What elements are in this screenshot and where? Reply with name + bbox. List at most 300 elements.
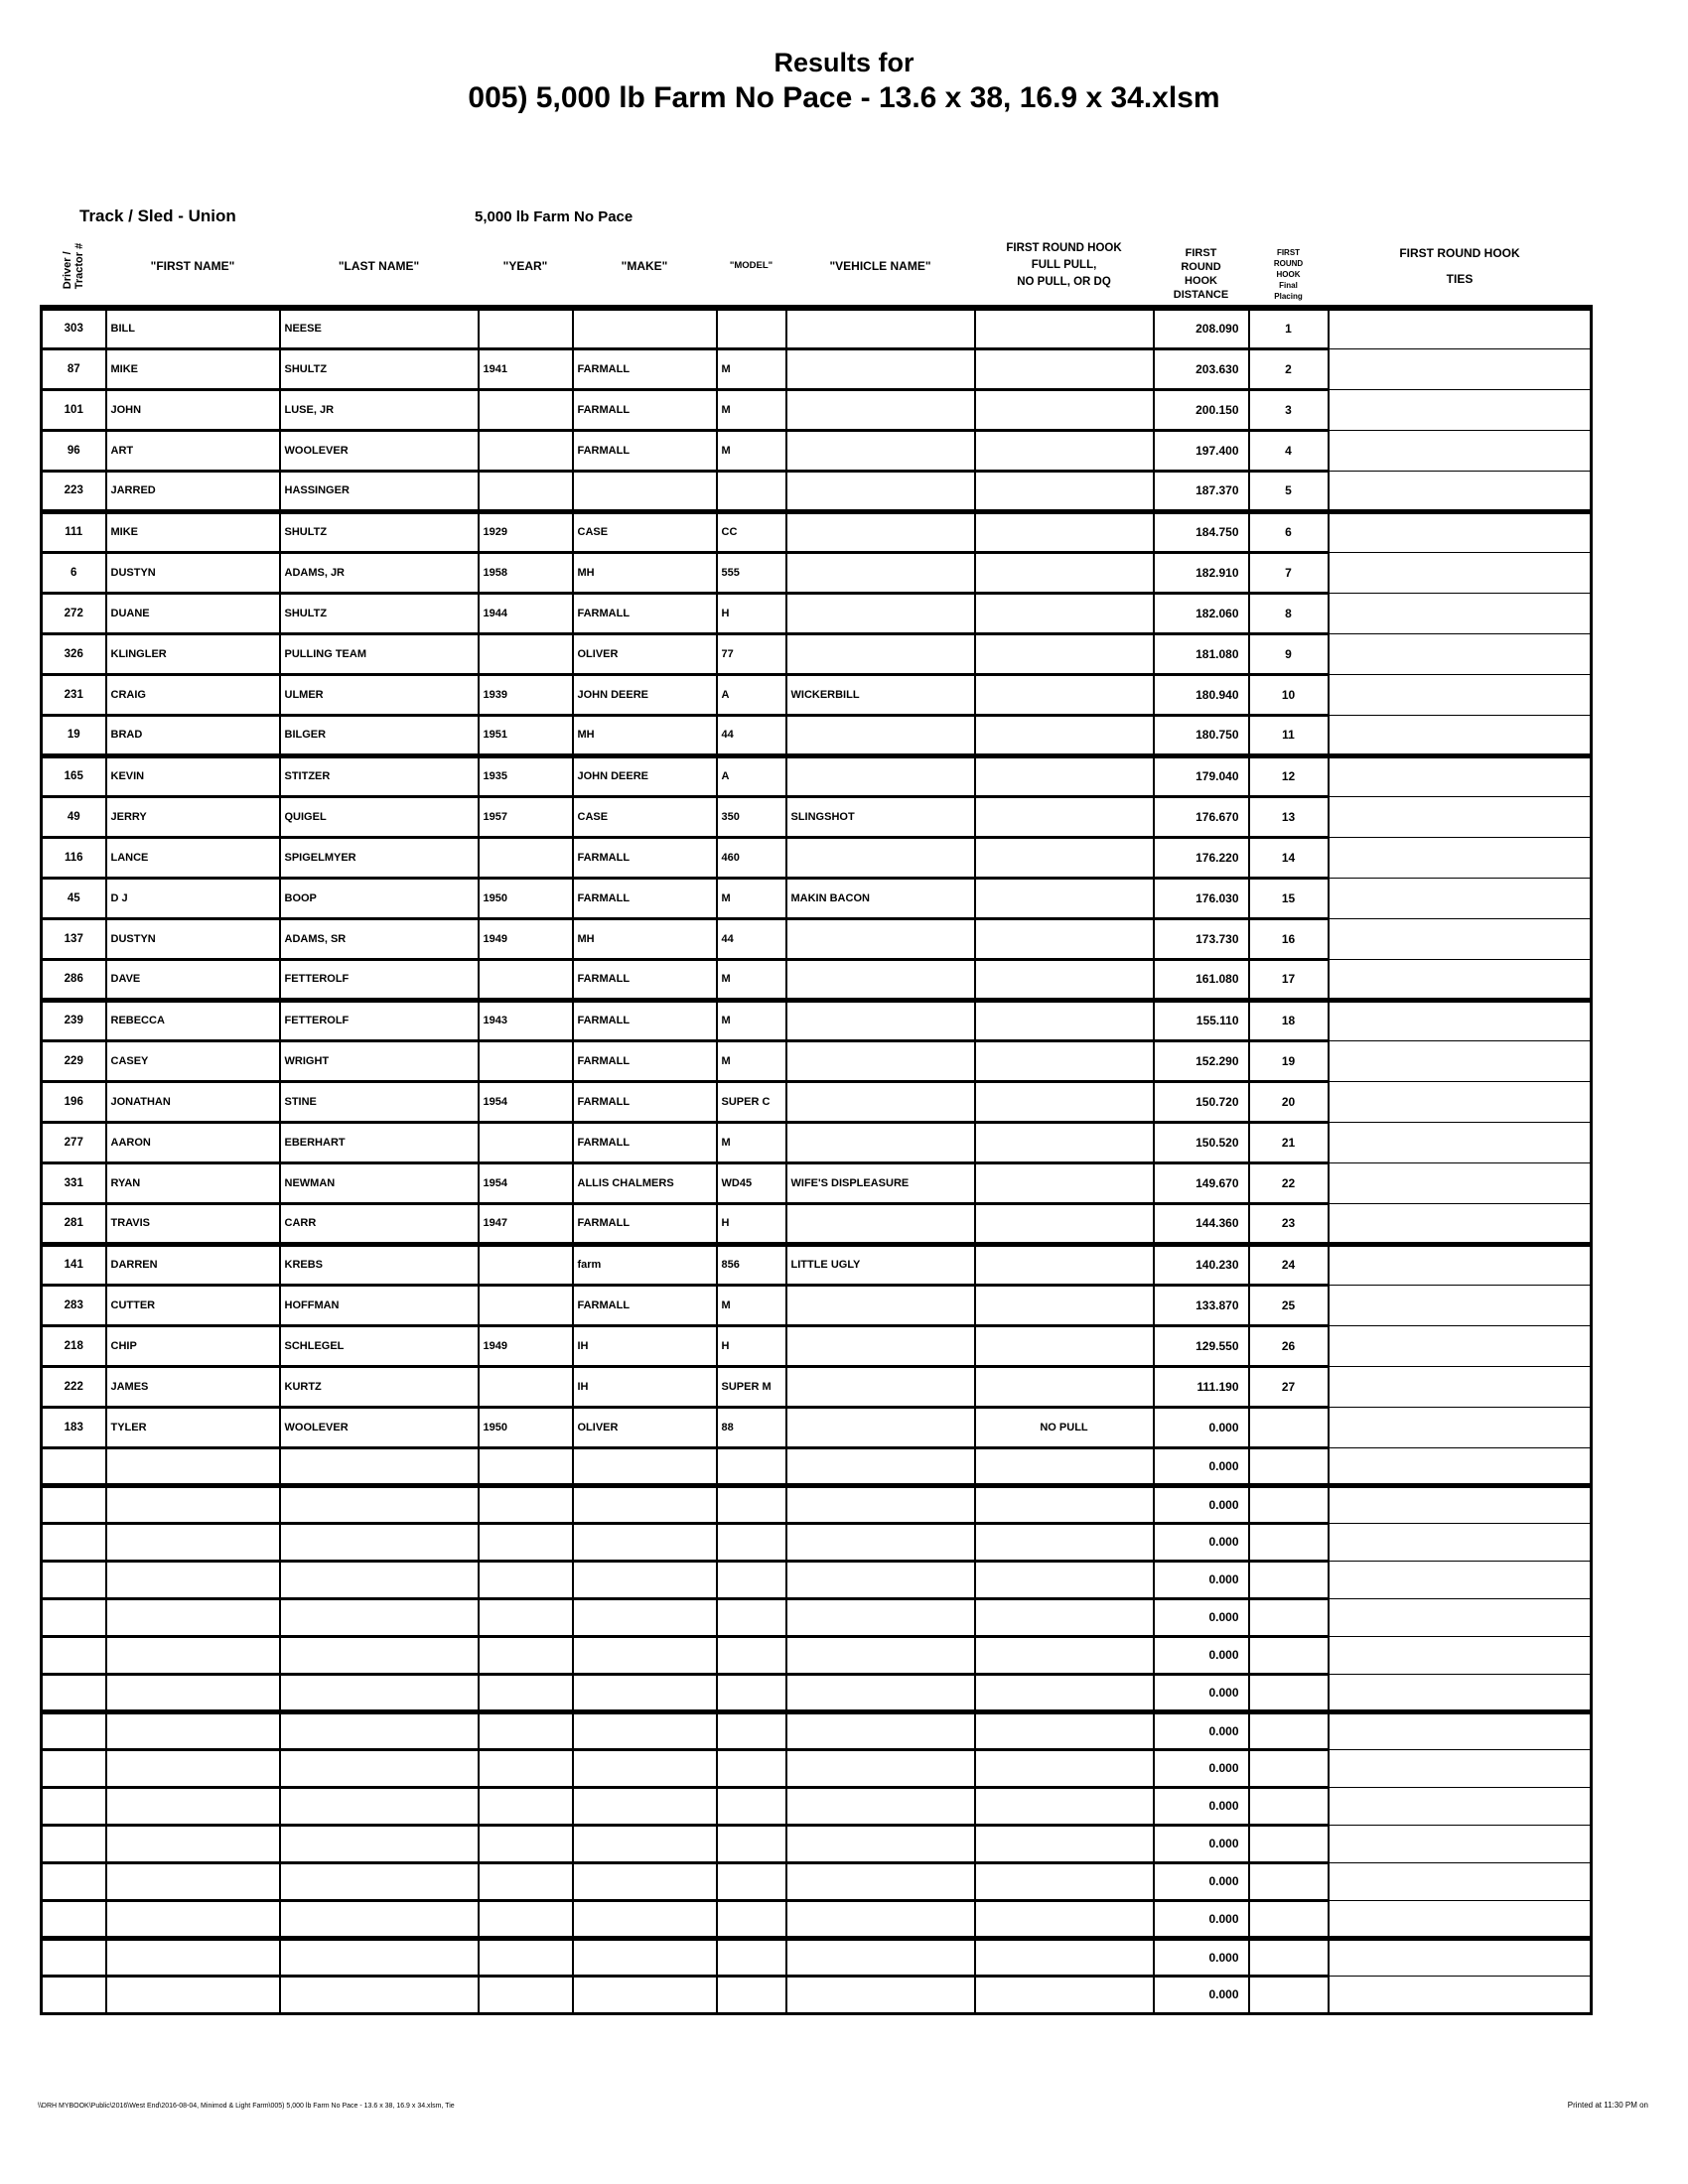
- cell-model: M: [717, 389, 786, 430]
- cell-first: JAMES: [106, 1366, 280, 1407]
- cell-make: CASE: [573, 511, 717, 552]
- cell-year: [479, 1749, 573, 1787]
- table-row: [42, 674, 1592, 715]
- cell-vehicle: [786, 1862, 975, 1900]
- cell-last: ADAMS, SR: [280, 918, 479, 959]
- cell-make: [573, 1749, 717, 1787]
- results-table: [40, 226, 1593, 2015]
- cell-last: [280, 1787, 479, 1825]
- col-header-final-placing: FIRST ROUND HOOK Final Placing: [1249, 226, 1329, 308]
- cell-year: [479, 389, 573, 430]
- cell-vehicle: [786, 1976, 975, 2013]
- cell-ties: [1329, 1366, 1592, 1407]
- cell-last: NEWMAN: [280, 1162, 479, 1203]
- cell-placing: [1249, 1485, 1329, 1523]
- cell-last: [280, 1862, 479, 1900]
- cell-ties: [1329, 1636, 1592, 1674]
- cell-year: 1944: [479, 593, 573, 633]
- cell-last: [280, 1447, 479, 1485]
- cell-make: FARMALL: [573, 430, 717, 471]
- cell-first: [106, 1447, 280, 1485]
- cell-last: KURTZ: [280, 1366, 479, 1407]
- footer-file-path: \\DRH MYBOOK\Public\2016\West End\2016-08-04, Minimod & Light Farm\005) 5,000 lb Farm No Pace - 13.6 x 38, 16.9 x 34.xlsm, Tie: [38, 2103, 455, 2110]
- cell-ties: [1329, 918, 1592, 959]
- cell-ties: [1329, 1244, 1592, 1285]
- table-row: [42, 837, 1592, 878]
- cell-last: ULMER: [280, 674, 479, 715]
- cell-last: [280, 1523, 479, 1561]
- cell-make: farm: [573, 1244, 717, 1285]
- cell-placing: [1249, 1787, 1329, 1825]
- cell-vehicle: [786, 308, 975, 348]
- cell-model: [717, 1862, 786, 1900]
- cell-model: [717, 1485, 786, 1523]
- table-row: [42, 796, 1592, 837]
- cell-vehicle: LITTLE UGLY: [786, 1244, 975, 1285]
- cell-vehicle: [786, 1561, 975, 1598]
- cell-ties: [1329, 1749, 1592, 1787]
- cell-result: [975, 1825, 1154, 1862]
- cell-result: [975, 1561, 1154, 1598]
- cell-result: [975, 1122, 1154, 1162]
- cell-tractor: 303: [42, 308, 106, 348]
- cell-placing: 19: [1249, 1040, 1329, 1081]
- cell-year: [479, 633, 573, 674]
- cell-distance: 187.370: [1154, 471, 1249, 511]
- cell-result: [975, 1081, 1154, 1122]
- cell-vehicle: [786, 1285, 975, 1325]
- cell-last: EBERHART: [280, 1122, 479, 1162]
- cell-tractor: [42, 1900, 106, 1938]
- cell-result: [975, 755, 1154, 796]
- cell-model: WD45: [717, 1162, 786, 1203]
- cell-tractor: 141: [42, 1244, 106, 1285]
- col-header-model: "MODEL": [717, 226, 786, 308]
- cell-tractor: 231: [42, 674, 106, 715]
- cell-first: ART: [106, 430, 280, 471]
- cell-distance: 208.090: [1154, 308, 1249, 348]
- table-row: [42, 1203, 1592, 1244]
- cell-last: WRIGHT: [280, 1040, 479, 1081]
- cell-result: [975, 796, 1154, 837]
- cell-tractor: 326: [42, 633, 106, 674]
- cell-result: [975, 1674, 1154, 1711]
- table-row: [42, 1285, 1592, 1325]
- cell-vehicle: [786, 430, 975, 471]
- cell-first: CASEY: [106, 1040, 280, 1081]
- cell-placing: 4: [1249, 430, 1329, 471]
- track-sled-label: Track / Sled - Union: [79, 206, 236, 225]
- cell-distance: 176.220: [1154, 837, 1249, 878]
- cell-make: FARMALL: [573, 1081, 717, 1122]
- cell-vehicle: [786, 1325, 975, 1366]
- cell-distance: 176.030: [1154, 878, 1249, 918]
- cell-distance: 0.000: [1154, 1407, 1249, 1447]
- cell-last: SHULTZ: [280, 593, 479, 633]
- cell-year: [479, 1040, 573, 1081]
- cell-ties: [1329, 1000, 1592, 1040]
- cell-first: [106, 1749, 280, 1787]
- table-row: [42, 1674, 1592, 1711]
- cell-ties: [1329, 755, 1592, 796]
- cell-placing: [1249, 1749, 1329, 1787]
- cell-first: [106, 1938, 280, 1976]
- cell-ties: [1329, 1938, 1592, 1976]
- cell-last: SHULTZ: [280, 348, 479, 389]
- cell-make: FARMALL: [573, 348, 717, 389]
- cell-year: 1949: [479, 918, 573, 959]
- page-title: Results for: [774, 48, 914, 77]
- cell-first: LANCE: [106, 837, 280, 878]
- cell-vehicle: [786, 1366, 975, 1407]
- cell-make: [573, 1674, 717, 1711]
- cell-first: DUSTYN: [106, 918, 280, 959]
- cell-year: 1951: [479, 715, 573, 755]
- cell-model: H: [717, 593, 786, 633]
- cell-make: OLIVER: [573, 1407, 717, 1447]
- cell-tractor: 277: [42, 1122, 106, 1162]
- cell-make: [573, 1976, 717, 2013]
- cell-last: HOFFMAN: [280, 1285, 479, 1325]
- cell-make: IH: [573, 1366, 717, 1407]
- cell-first: CUTTER: [106, 1285, 280, 1325]
- table-row: [42, 1081, 1592, 1122]
- cell-last: BOOP: [280, 878, 479, 918]
- table-row: [42, 918, 1592, 959]
- cell-tractor: [42, 1523, 106, 1561]
- cell-vehicle: [786, 1203, 975, 1244]
- cell-make: ALLIS CHALMERS: [573, 1162, 717, 1203]
- cell-placing: [1249, 1711, 1329, 1749]
- table-row: [42, 1447, 1592, 1485]
- cell-ties: [1329, 1561, 1592, 1598]
- cell-tractor: [42, 1862, 106, 1900]
- cell-result: [975, 1711, 1154, 1749]
- cell-tractor: [42, 1711, 106, 1749]
- cell-tractor: 223: [42, 471, 106, 511]
- cell-result: [975, 959, 1154, 1000]
- table-row: [42, 1485, 1592, 1523]
- cell-ties: [1329, 1040, 1592, 1081]
- cell-vehicle: [786, 1407, 975, 1447]
- cell-tractor: 165: [42, 755, 106, 796]
- cell-tractor: [42, 1938, 106, 1976]
- cell-ties: [1329, 633, 1592, 674]
- cell-vehicle: [786, 1485, 975, 1523]
- cell-vehicle: [786, 1674, 975, 1711]
- cell-ties: [1329, 1523, 1592, 1561]
- cell-distance: 149.670: [1154, 1162, 1249, 1203]
- table-row: [42, 1749, 1592, 1787]
- cell-result: [975, 1203, 1154, 1244]
- cell-tractor: 272: [42, 593, 106, 633]
- cell-vehicle: [786, 1523, 975, 1561]
- cell-result: NO PULL: [975, 1407, 1154, 1447]
- cell-model: 460: [717, 837, 786, 878]
- cell-tractor: 239: [42, 1000, 106, 1040]
- cell-ties: [1329, 511, 1592, 552]
- cell-make: [573, 1561, 717, 1598]
- cell-distance: 0.000: [1154, 1523, 1249, 1561]
- cell-result: [975, 1040, 1154, 1081]
- cell-last: [280, 1825, 479, 1862]
- cell-placing: [1249, 1523, 1329, 1561]
- cell-tractor: [42, 1561, 106, 1598]
- cell-year: 1929: [479, 511, 573, 552]
- cell-tractor: 281: [42, 1203, 106, 1244]
- cell-last: FETTEROLF: [280, 1000, 479, 1040]
- cell-first: RYAN: [106, 1162, 280, 1203]
- cell-distance: 0.000: [1154, 1900, 1249, 1938]
- cell-make: FARMALL: [573, 1122, 717, 1162]
- cell-ties: [1329, 1598, 1592, 1636]
- cell-model: [717, 1523, 786, 1561]
- cell-placing: 25: [1249, 1285, 1329, 1325]
- cell-result: [975, 918, 1154, 959]
- cell-distance: 155.110: [1154, 1000, 1249, 1040]
- cell-placing: 3: [1249, 389, 1329, 430]
- cell-tractor: 101: [42, 389, 106, 430]
- cell-vehicle: [786, 1122, 975, 1162]
- cell-distance: 0.000: [1154, 1787, 1249, 1825]
- cell-last: [280, 1976, 479, 2013]
- cell-result: [975, 389, 1154, 430]
- cell-vehicle: [786, 348, 975, 389]
- col-header-ties: FIRST ROUND HOOK TIES: [1329, 226, 1592, 308]
- cell-make: [573, 1485, 717, 1523]
- table-row: [42, 552, 1592, 593]
- cell-result: [975, 1447, 1154, 1485]
- cell-result: [975, 430, 1154, 471]
- cell-vehicle: [786, 471, 975, 511]
- cell-first: KEVIN: [106, 755, 280, 796]
- cell-year: [479, 1938, 573, 1976]
- cell-model: [717, 1447, 786, 1485]
- cell-first: JERRY: [106, 796, 280, 837]
- cell-first: DUANE: [106, 593, 280, 633]
- cell-result: [975, 511, 1154, 552]
- cell-ties: [1329, 1407, 1592, 1447]
- table-row: [42, 1244, 1592, 1285]
- cell-make: [573, 1636, 717, 1674]
- cell-last: LUSE, JR: [280, 389, 479, 430]
- cell-year: [479, 430, 573, 471]
- cell-year: [479, 1244, 573, 1285]
- cell-last: SPIGELMYER: [280, 837, 479, 878]
- table-row: [42, 1122, 1592, 1162]
- cell-year: 1954: [479, 1162, 573, 1203]
- table-row: [42, 1900, 1592, 1938]
- cell-first: CHIP: [106, 1325, 280, 1366]
- col-header-vehicle-name: "VEHICLE NAME": [786, 226, 975, 308]
- cell-last: ADAMS, JR: [280, 552, 479, 593]
- cell-placing: 23: [1249, 1203, 1329, 1244]
- cell-year: [479, 1900, 573, 1938]
- col-header-last-name: "LAST NAME": [280, 226, 479, 308]
- cell-ties: [1329, 552, 1592, 593]
- table-row: [42, 1976, 1592, 2013]
- cell-year: 1935: [479, 755, 573, 796]
- cell-model: [717, 471, 786, 511]
- cell-year: [479, 1523, 573, 1561]
- cell-ties: [1329, 1825, 1592, 1862]
- cell-distance: 140.230: [1154, 1244, 1249, 1285]
- cell-first: [106, 1485, 280, 1523]
- cell-vehicle: [786, 552, 975, 593]
- cell-first: JONATHAN: [106, 1081, 280, 1122]
- cell-placing: 1: [1249, 308, 1329, 348]
- cell-result: [975, 1862, 1154, 1900]
- cell-model: [717, 1636, 786, 1674]
- cell-make: FARMALL: [573, 1000, 717, 1040]
- cell-distance: 180.750: [1154, 715, 1249, 755]
- cell-first: BRAD: [106, 715, 280, 755]
- col-header-full-pull: FIRST ROUND HOOK FULL PULL, NO PULL, OR DQ: [975, 226, 1154, 308]
- cell-distance: 0.000: [1154, 1825, 1249, 1862]
- cell-year: [479, 1561, 573, 1598]
- cell-result: [975, 1636, 1154, 1674]
- cell-distance: 161.080: [1154, 959, 1249, 1000]
- cell-result: [975, 593, 1154, 633]
- cell-first: REBECCA: [106, 1000, 280, 1040]
- cell-result: [975, 471, 1154, 511]
- cell-result: [975, 1000, 1154, 1040]
- cell-tractor: [42, 1636, 106, 1674]
- cell-vehicle: [786, 959, 975, 1000]
- cell-last: [280, 1674, 479, 1711]
- cell-year: 1958: [479, 552, 573, 593]
- cell-model: 350: [717, 796, 786, 837]
- cell-first: [106, 1862, 280, 1900]
- cell-make: [573, 471, 717, 511]
- cell-tractor: [42, 1598, 106, 1636]
- cell-distance: 0.000: [1154, 1598, 1249, 1636]
- cell-ties: [1329, 1447, 1592, 1485]
- cell-placing: 17: [1249, 959, 1329, 1000]
- cell-model: [717, 1749, 786, 1787]
- cell-last: STINE: [280, 1081, 479, 1122]
- cell-first: MIKE: [106, 511, 280, 552]
- cell-make: [573, 1900, 717, 1938]
- cell-year: [479, 1285, 573, 1325]
- cell-tractor: 96: [42, 430, 106, 471]
- cell-vehicle: [786, 715, 975, 755]
- cell-year: 1957: [479, 796, 573, 837]
- table-row: [42, 1040, 1592, 1081]
- cell-ties: [1329, 1976, 1592, 2013]
- cell-tractor: 49: [42, 796, 106, 837]
- cell-result: [975, 1366, 1154, 1407]
- cell-result: [975, 1900, 1154, 1938]
- cell-ties: [1329, 1862, 1592, 1900]
- cell-distance: 0.000: [1154, 1636, 1249, 1674]
- cell-make: IH: [573, 1325, 717, 1366]
- cell-first: [106, 1561, 280, 1598]
- cell-vehicle: [786, 389, 975, 430]
- cell-vehicle: [786, 511, 975, 552]
- cell-first: DARREN: [106, 1244, 280, 1285]
- cell-result: [975, 1976, 1154, 2013]
- cell-year: [479, 1711, 573, 1749]
- cell-tractor: 183: [42, 1407, 106, 1447]
- cell-model: [717, 1938, 786, 1976]
- cell-placing: [1249, 1447, 1329, 1485]
- cell-ties: [1329, 471, 1592, 511]
- cell-tractor: 45: [42, 878, 106, 918]
- cell-tractor: 87: [42, 348, 106, 389]
- col-header-make: "MAKE": [573, 226, 717, 308]
- cell-model: M: [717, 1285, 786, 1325]
- cell-last: [280, 1938, 479, 1976]
- cell-placing: [1249, 1938, 1329, 1976]
- cell-placing: [1249, 1900, 1329, 1938]
- cell-year: [479, 308, 573, 348]
- cell-result: [975, 1787, 1154, 1825]
- cell-last: PULLING TEAM: [280, 633, 479, 674]
- cell-result: [975, 1162, 1154, 1203]
- cell-distance: 150.720: [1154, 1081, 1249, 1122]
- cell-distance: 173.730: [1154, 918, 1249, 959]
- table-row: [42, 1366, 1592, 1407]
- cell-vehicle: [786, 1749, 975, 1787]
- cell-model: A: [717, 674, 786, 715]
- cell-distance: 111.190: [1154, 1366, 1249, 1407]
- cell-tractor: [42, 1976, 106, 2013]
- cell-first: TRAVIS: [106, 1203, 280, 1244]
- cell-tractor: 137: [42, 918, 106, 959]
- cell-vehicle: [786, 1598, 975, 1636]
- cell-ties: [1329, 1285, 1592, 1325]
- cell-result: [975, 308, 1154, 348]
- cell-placing: 7: [1249, 552, 1329, 593]
- cell-last: BILGER: [280, 715, 479, 755]
- table-row: [42, 1938, 1592, 1976]
- class-name-label: 5,000 lb Farm No Pace: [475, 208, 633, 225]
- cell-tractor: [42, 1485, 106, 1523]
- cell-distance: 0.000: [1154, 1862, 1249, 1900]
- cell-ties: [1329, 959, 1592, 1000]
- table-row: [42, 1000, 1592, 1040]
- cell-model: M: [717, 1122, 786, 1162]
- driver-tractor-vertical-label: Driver / Tractor #: [62, 242, 85, 289]
- cell-placing: [1249, 1598, 1329, 1636]
- cell-ties: [1329, 430, 1592, 471]
- cell-vehicle: [786, 593, 975, 633]
- cell-result: [975, 1485, 1154, 1523]
- cell-first: [106, 1900, 280, 1938]
- cell-last: SHULTZ: [280, 511, 479, 552]
- table-row: [42, 389, 1592, 430]
- col-header-first-name: "FIRST NAME": [106, 226, 280, 308]
- cell-tractor: 196: [42, 1081, 106, 1122]
- cell-model: [717, 1825, 786, 1862]
- cell-model: SUPER C: [717, 1081, 786, 1122]
- cell-ties: [1329, 593, 1592, 633]
- cell-placing: [1249, 1561, 1329, 1598]
- table-row: [42, 878, 1592, 918]
- cell-distance: 133.870: [1154, 1285, 1249, 1325]
- cell-placing: 22: [1249, 1162, 1329, 1203]
- cell-first: BILL: [106, 308, 280, 348]
- cell-placing: 11: [1249, 715, 1329, 755]
- cell-last: [280, 1636, 479, 1674]
- cell-make: [573, 308, 717, 348]
- table-row: [42, 1598, 1592, 1636]
- table-row: [42, 471, 1592, 511]
- cell-vehicle: [786, 1636, 975, 1674]
- cell-make: FARMALL: [573, 1285, 717, 1325]
- col-header-driver-tractor: [42, 226, 106, 308]
